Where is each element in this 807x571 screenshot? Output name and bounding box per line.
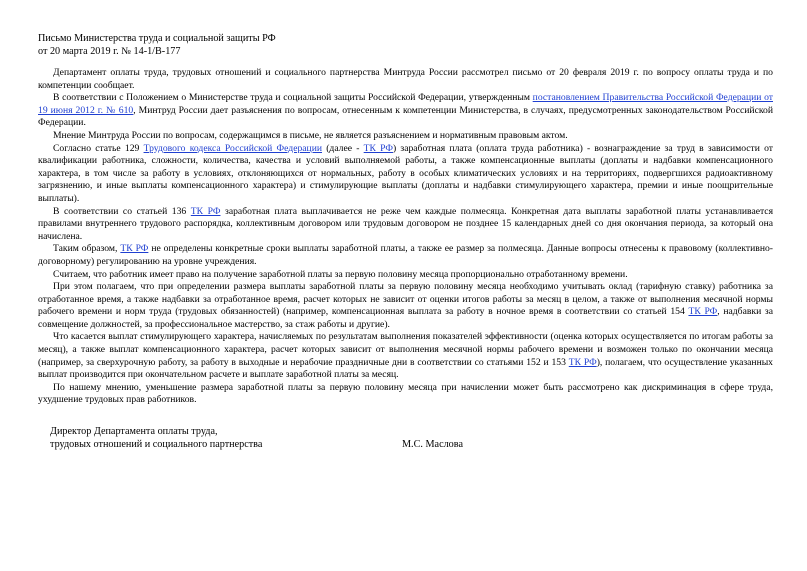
document-body bbox=[38, 67, 773, 407]
tk-rf-link[interactable]: ТК РФ bbox=[568, 356, 597, 368]
paragraph-8-text-a: При этом полагаем, что при определении размера выплаты заработной платы за первую половину месяца необходимо учитывать оклад (тарифную ставку) работника за отработанное время, а также надбавки за отработанное время, расчет которых не зависит от оценки итогов работы за месяц в целом, а также от выполнения месячной нормы рабочего времени и норм труда (трудовых обязанностей) (например, компенсационная выплата за работу в ночное время в соответствии со статьей 154 bbox=[38, 281, 773, 318]
paragraph-9-text-b: ), полагаем, что осуществление указанных выплат производится при окончательном расчете и выплате заработной платы за месяц. bbox=[38, 356, 773, 381]
paragraph-3-text: Мнение Минтруда России по вопросам, содержащимся в письме, не является разъяснением и нормативным правовым актом. bbox=[53, 129, 568, 141]
paragraph-2-text-b: , Минтруд России дает разъяснения по вопросам, отнесенным к компетенции Министерства, в случаях, предусмотренных законодательством Российской Федерации. bbox=[38, 104, 773, 129]
paragraph-10-text: По нашему мнению, уменьшение размера заработной платы за первую половину месяца при начислении может быть рассмотрено как дискриминация в сфере труда, ухудшение трудовых прав работников. bbox=[38, 381, 773, 406]
paragraph-5-text-a: В соответствии со статьей 136 bbox=[53, 205, 191, 217]
tk-rf-link[interactable]: ТК РФ bbox=[363, 142, 393, 154]
labor-code-link[interactable]: Трудового кодекса Российской Федерации bbox=[143, 142, 323, 154]
paragraph-7-text: Считаем, что работник имеет право на получение заработной платы за первую половину месяца пропорционально отработанному времени. bbox=[53, 268, 628, 280]
document-header bbox=[38, 32, 773, 58]
paragraph-3 bbox=[38, 130, 773, 143]
paragraph-4-text-b: (далее - bbox=[322, 142, 364, 154]
signature-title-line-1: Директор Департамента оплаты труда, bbox=[50, 426, 218, 438]
gov-decree-link[interactable]: постановлением Правительства Российской Федерации от 19 июня 2012 г. № 610 bbox=[38, 92, 773, 116]
paragraph-6 bbox=[38, 243, 773, 268]
paragraph-8-text-b: , надбавки за совмещение должностей, за профессиональное мастерство, за стаж работы и другие). bbox=[38, 306, 773, 330]
paragraph-6-text-a: Таким образом, bbox=[53, 243, 121, 255]
paragraph-8 bbox=[38, 281, 773, 331]
paragraph-5 bbox=[38, 206, 773, 244]
header-line-1: Письмо Министерства труда и социальной защиты РФ bbox=[38, 33, 276, 44]
paragraph-1 bbox=[38, 67, 773, 92]
paragraph-10 bbox=[38, 382, 773, 407]
paragraph-6-text-b: не определены конкретные сроки выплаты заработной платы, а также ее размер за полмесяца. Данные вопросы отнесены к правовому (коллективно-договорному) регулированию на уровне учреждения. bbox=[38, 243, 773, 267]
tk-rf-link[interactable]: ТК РФ bbox=[688, 306, 718, 318]
paragraph-2 bbox=[38, 92, 773, 130]
paragraph-2-text-a: В соответствии с Положением о Министерстве труда и социальной защиты Российской Федерации, утвержденным bbox=[53, 92, 533, 104]
tk-rf-link[interactable]: ТК РФ bbox=[120, 243, 149, 255]
paragraph-7 bbox=[38, 269, 773, 282]
paragraph-1-text: Департамент оплаты труда, трудовых отношений и социального партнерства Минтруда России рассмотрел письмо от 20 февраля 2019 г. по вопросу оплаты труда и по компетенции сообщает. bbox=[38, 67, 773, 91]
paragraph-5-text-b: заработная плата выплачивается не реже чем каждые полмесяца. Конкретная дата выплаты заработной платы устанавливается правилами внутреннего трудового распорядка, коллективным договором или трудовым договором не позднее 15 календарных дней со дня окончания периода, за который она начислена. bbox=[38, 205, 774, 242]
signature-block bbox=[50, 425, 773, 451]
paragraph-4-text-c: ) заработная плата (оплата труда работника) - вознаграждение за труд в зависимости от квалификации работника, сложности, количества, качества и условий выполняемой работы, а также компенсационные выплаты (доплаты и надбавки компенсационного характера, в том числе за работу в условиях, отклоняющихся от нормальных, работу в особых климатических условиях и на территориях, подвергшихся радиоактивному загрязнению, и иные выплаты компенсационного характера) и стимулирующие выплаты (доплаты и надбавки стимулирующего характера, премии и иные поощрительные выплаты). bbox=[38, 142, 773, 204]
paragraph-9 bbox=[38, 331, 773, 381]
header-line-2: от 20 марта 2019 г. № 14-1/В-177 bbox=[38, 46, 181, 57]
tk-rf-link[interactable]: ТК РФ bbox=[190, 205, 221, 217]
signature-title-line-2: трудовых отношений и социального партнерства bbox=[50, 439, 263, 451]
paragraph-9-text-a: Что касается выплат стимулирующего характера, начисляемых по результатам выполнения показателей эффективности (оценка которых осуществляется по итогам работы за месяц), а также выплат компенсационного характера, расчет которых зависит от выполнения месячной нормы рабочего времени и возможен только по окончании месяца (например, за сверхурочную работу, за работу в выходные и нерабочие праздничные дни в соответствии со статьями 152 и 153 bbox=[38, 331, 773, 368]
paragraph-4-text-a: Согласно статье 129 bbox=[53, 142, 144, 154]
paragraph-4 bbox=[38, 143, 773, 206]
signature-name: М.С. Маслова bbox=[402, 439, 463, 451]
